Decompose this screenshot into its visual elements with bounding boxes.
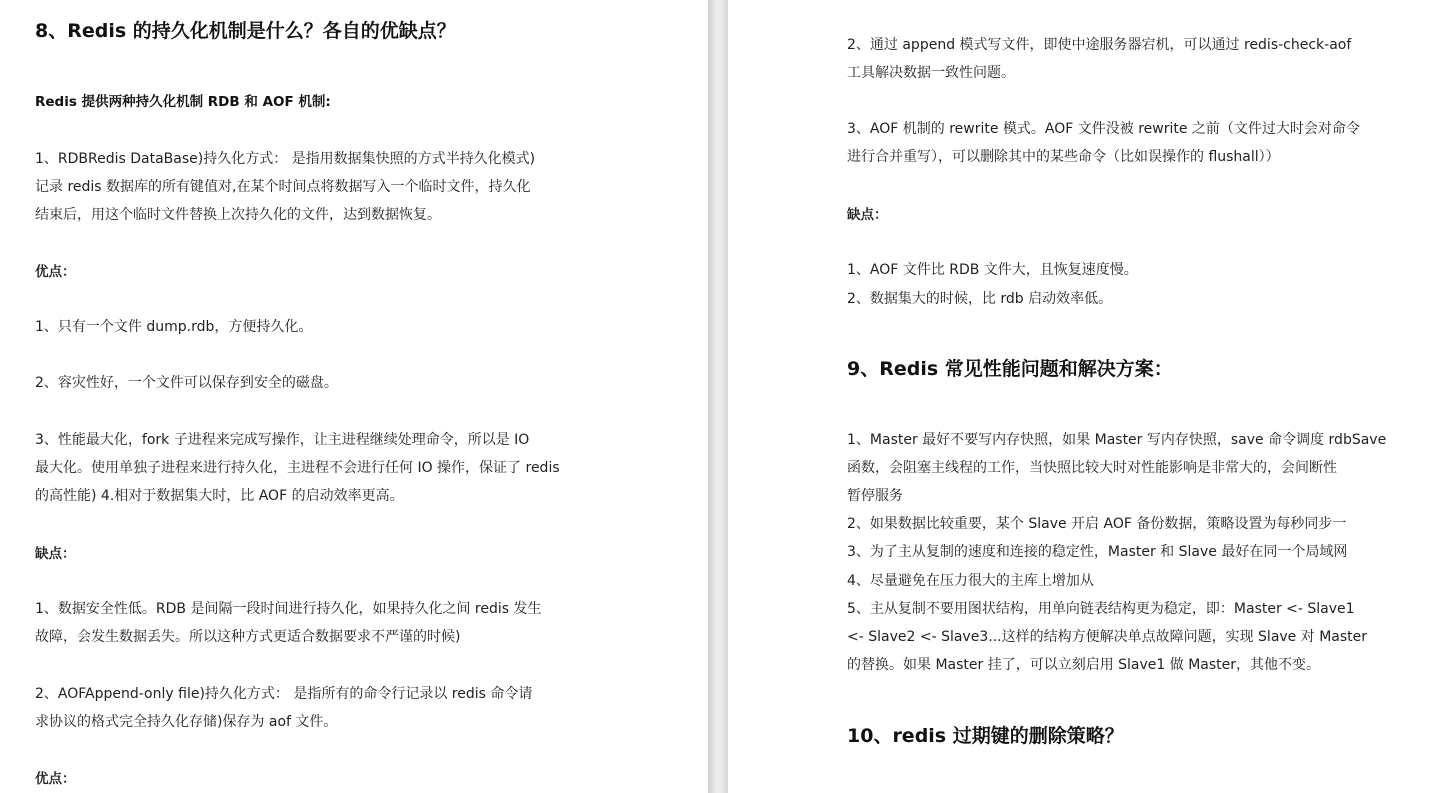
perf-item-line: 1、Master 最好不要写内存快照，如果 Master 写内存快照，save 命令调度 rdbSave xyxy=(847,432,1387,448)
perf-item-line: 4、尽量避免在压力很大的主库上增加从 xyxy=(847,573,1094,589)
section-8-heading: 8、Redis 的持久化机制是什么？各自的优缺点？ xyxy=(35,20,456,42)
aof-intro-line: 求协议的格式完全持久化存储)保存为 aof 文件。 xyxy=(35,714,338,730)
rdb-intro-line: 1、RDBRedis DataBase)持久化方式： 是指用数据集快照的方式半持久化模式) xyxy=(35,151,536,167)
section-9-heading: 9、Redis 常见性能问题和解决方案： xyxy=(847,358,1173,380)
rdb-pro-item: 2、容灾性好，一个文件可以保存到安全的磁盘。 xyxy=(35,375,338,391)
document-page-right xyxy=(728,0,1452,793)
aof-pros-label: 优点： xyxy=(35,771,76,787)
perf-item-line: 的替换。如果 Master 挂了，可以立刻启用 Slave1 做 Master，其他不变。 xyxy=(847,657,1321,673)
perf-item-line: 2、如果数据比较重要，某个 Slave 开启 AOF 备份数据，策略设置为每秒同步一 xyxy=(847,516,1347,532)
perf-item-line: 5、主从复制不要用图状结构，用单向链表结构更为稳定，即：Master <- Slave1 xyxy=(847,601,1355,617)
aof-pro-item-line: 工具解决数据一致性问题。 xyxy=(847,65,1015,81)
aof-pro-item-line: 进行合并重写），可以删除其中的某些命令（比如误操作的 flushall）） xyxy=(847,149,1280,165)
perf-item-line: 3、为了主从复制的速度和连接的稳定性，Master 和 Slave 最好在同一个局域网 xyxy=(847,544,1348,560)
perf-item-line: 暂停服务 xyxy=(847,488,903,504)
aof-con-item: 1、AOF 文件比 RDB 文件大，且恢复速度慢。 xyxy=(847,262,1138,278)
perf-item-line: 函数，会阻塞主线程的工作，当快照比较大时对性能影响是非常大的，会间断性 xyxy=(847,460,1337,476)
rdb-intro-line: 记录 redis 数据库的所有键值对,在某个时间点将数据写入一个临时文件，持久化 xyxy=(35,179,531,195)
aof-pro-item-line: 2、通过 append 模式写文件，即使中途服务器宕机，可以通过 redis-check-aof xyxy=(847,37,1352,53)
perf-item-line: <- Slave2 <- Slave3...这样的结构方便解决单点故障问题，实现 Slave 对 Master xyxy=(847,629,1368,645)
rdb-intro-line: 结束后，用这个临时文件替换上次持久化的文件，达到数据恢复。 xyxy=(35,207,441,223)
rdb-con-item-line: 1、数据安全性低。RDB 是间隔一段时间进行持久化，如果持久化之间 redis 发生 xyxy=(35,601,542,617)
persistence-subheading: Redis 提供两种持久化机制 RDB 和 AOF 机制: xyxy=(35,94,331,110)
rdb-pros-label: 优点： xyxy=(35,264,76,280)
rdb-con-item-line: 故障，会发生数据丢失。所以这种方式更适合数据要求不严谨的时候) xyxy=(35,629,461,645)
rdb-pro-item-line: 最大化。使用单独子进程来进行持久化，主进程不会进行任何 IO 操作，保证了 redis xyxy=(35,460,560,476)
aof-con-item: 2、数据集大的时候，比 rdb 启动效率低。 xyxy=(847,291,1113,307)
rdb-cons-label: 缺点： xyxy=(35,546,76,562)
page-gutter xyxy=(708,0,728,793)
rdb-pro-item-line: 3、性能最大化，fork 子进程来完成写操作，让主进程继续处理命令，所以是 IO xyxy=(35,432,530,448)
section-10-heading: 10、redis 过期键的删除策略？ xyxy=(847,725,1124,747)
document-page-left xyxy=(0,0,708,793)
rdb-pro-item-line: 的高性能) 4.相对于数据集大时，比 AOF 的启动效率更高。 xyxy=(35,488,404,504)
aof-intro-line: 2、AOFAppend-only file)持久化方式： 是指所有的命令行记录以 redis 命令请 xyxy=(35,686,533,702)
rdb-pro-item: 1、只有一个文件 dump.rdb，方便持久化。 xyxy=(35,319,313,335)
aof-cons-label: 缺点： xyxy=(847,207,888,223)
aof-pro-item-line: 3、AOF 机制的 rewrite 模式。AOF 文件没被 rewrite 之前（文件过大时会对命令 xyxy=(847,121,1360,137)
